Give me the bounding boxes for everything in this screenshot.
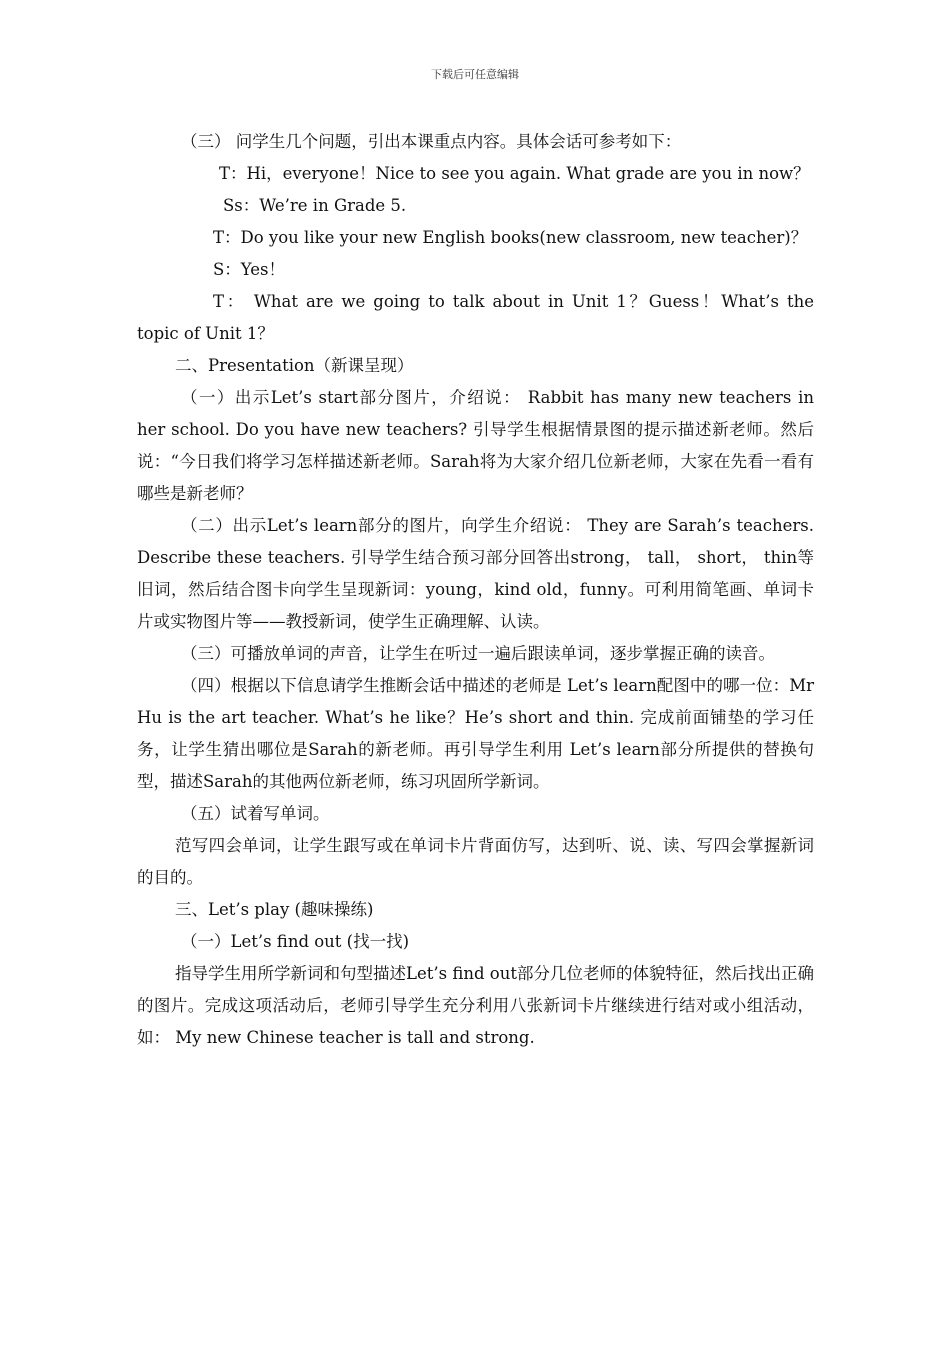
section-heading: 三、Let’s play (趣味操练) bbox=[175, 900, 374, 919]
section-heading: 二、Presentation（新课呈现） bbox=[175, 356, 414, 375]
document-body bbox=[137, 126, 814, 1054]
page-header: 下载后可任意编辑 bbox=[431, 68, 519, 81]
paragraph: S：Yes！ bbox=[213, 260, 285, 279]
paragraph: T： What are we going to talk about in Unit 1？Guess！What’s the topic of Unit 1？ bbox=[137, 292, 814, 343]
paragraph: T：Do you like your new English books(new classroom, new teacher)？ bbox=[213, 228, 808, 247]
paragraph: （二）出示Let’s learn部分的图片，向学生介绍说： They are Sarah’s teachers. Describe these teachers. 引导学生结合预习部分回答出strong， tall， short， thin等旧词，然后结合图卡向学生呈现新词：young，kind old，funny。可利用简笔画、单词卡片或实物图片等——教授新词，使学生正确理解、认读。 bbox=[137, 516, 814, 631]
paragraph: （三）可播放单词的声音，让学生在听过一遍后跟读单词，逐步掌握正确的读音。 bbox=[181, 644, 775, 663]
paragraph: 范写四会单词，让学生跟写或在单词卡片背面仿写，达到听、说、读、写四会掌握新词的目的。 bbox=[137, 836, 814, 887]
paragraph: T：Hi，everyone！Nice to see you again. What grade are you in now？ bbox=[219, 164, 810, 183]
paragraph: 指导学生用所学新词和句型描述Let’s find out部分几位老师的体貌特征，然后找出正确的图片。完成这项活动后，老师引导学生充分利用八张新词卡片继续进行结对或小组活动，如： My new Chinese teacher is tall and strong. bbox=[137, 964, 814, 1047]
paragraph: （三） 问学生几个问题，引出本课重点内容。具体会话可参考如下： bbox=[181, 132, 682, 151]
paragraph: （一）Let’s find out (找一找) bbox=[181, 932, 410, 951]
paragraph: （四）根据以下信息请学生推断会话中描述的老师是 Let’s learn配图中的哪一位：Mr Hu is the art teacher. What’s he like？He’s short and thin. 完成前面铺垫的学习任务，让学生猜出哪位是Sarah的新老师。再引导学生利用 Let’s learn部分所提供的替换句型，描述Sarah的其他两位新老师，练习巩固所学新词。 bbox=[137, 676, 814, 791]
paragraph: （一）出示Let’s start部分图片，介绍说： Rabbit has many new teachers in her school. Do you have new teachers? 引导学生根据情景图的提示描述新老师。然后说：“今日我们将学习怎样描述新老师。Sarah将为大家介绍几位新老师，大家在先看一看有哪些是新老师？ bbox=[137, 388, 814, 503]
paragraph: （五）试着写单词。 bbox=[181, 804, 330, 823]
paragraph: Ss：We’re in Grade 5. bbox=[223, 196, 407, 215]
